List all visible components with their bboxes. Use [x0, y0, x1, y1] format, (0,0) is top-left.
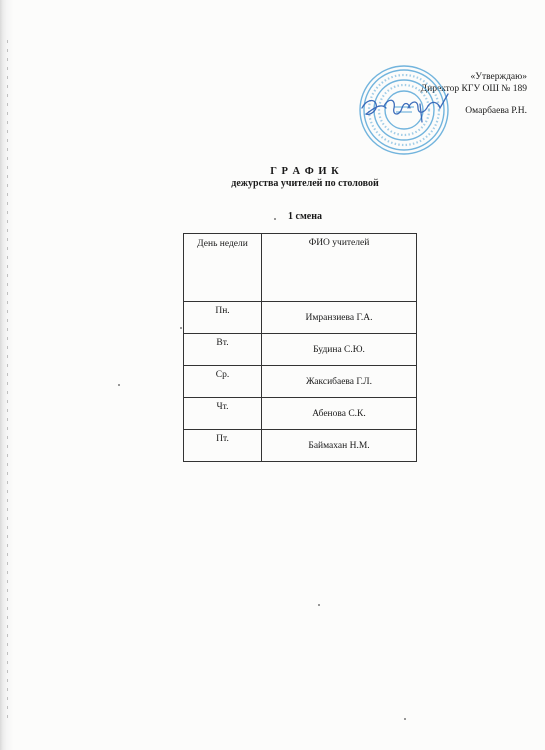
header-day-of-week: День недели [184, 234, 262, 302]
cell-teacher: Баймахан Н.М. [262, 430, 417, 462]
approval-position: Директор КГУ ОШ № 189 [420, 83, 527, 94]
cell-day: Вт. [184, 334, 262, 366]
shift-label: 1 смена [288, 211, 322, 222]
scan-edge-artifact [7, 40, 8, 720]
title-block [150, 166, 460, 190]
scan-speck [404, 718, 406, 720]
approval-name: Омарбаева Р.Н. [465, 106, 527, 116]
document-title: Г Р А Ф И К [270, 166, 340, 177]
cell-day: Пн. [184, 302, 262, 334]
header-teacher-names: ФИО учителей [262, 234, 417, 302]
table-row [184, 398, 417, 430]
official-stamp-icon [358, 64, 450, 156]
cell-teacher: Имранзиева Г.А. [262, 302, 417, 334]
scan-speck [274, 218, 276, 220]
duty-table [183, 233, 417, 462]
document-subtitle: дежурства учителей по столовой [231, 178, 379, 189]
table-row [184, 430, 417, 462]
table-row [184, 302, 417, 334]
cell-day: Пт. [184, 430, 262, 462]
scan-speck [318, 604, 320, 606]
scan-speck [180, 327, 182, 329]
cell-day: Ср. [184, 366, 262, 398]
table-row [184, 366, 417, 398]
scan-speck [118, 384, 120, 386]
table-header-row [184, 234, 417, 302]
cell-teacher: Абенова С.К. [262, 398, 417, 430]
table-row [184, 334, 417, 366]
cell-teacher: Будина С.Ю. [262, 334, 417, 366]
cell-day: Чт. [184, 398, 262, 430]
cell-teacher: Жаксибаева Г.Л. [262, 366, 417, 398]
approval-heading: «Утверждаю» [470, 72, 527, 82]
